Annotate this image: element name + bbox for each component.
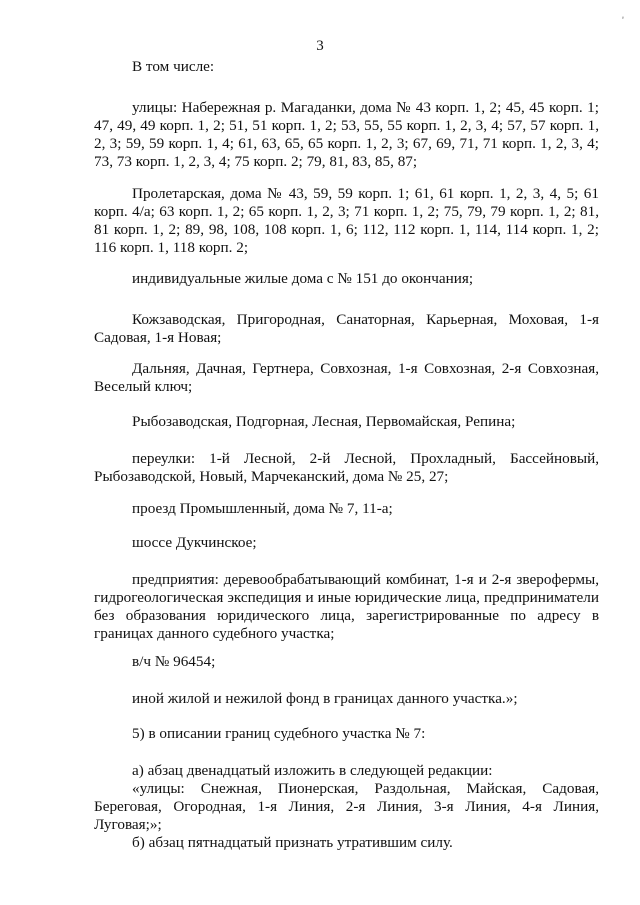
paragraph-text: Рыбозаводская, Подгорная, Лесная, Первомайская, Репина; [132,413,516,430]
paragraph-item-5 [94,725,599,743]
paragraph-streets-group-2 [94,360,599,396]
paragraph-text: Кожзаводская, Пригородная, Санаторная, Карьерная, Моховая, 1-я Садовая, 1-я Новая; [94,311,599,346]
paragraph-text: б) абзац пятнадцатый признать утратившим силу. [132,834,453,851]
paragraph-text: В том числе: [132,58,215,75]
paragraph-text: иной жилой и нежилой фонд в границах данного участка.»; [132,690,518,707]
paragraph-subitem-b [94,834,599,852]
paragraph-text: а) абзац двенадцатый изложить в следующей редакции: [132,762,493,779]
paragraph-proletarskaya [94,185,599,257]
paragraph-individual-houses [94,270,599,288]
paragraph-subitem-a [94,762,599,834]
paragraph-text: 5) в описании границ судебного участка № 7: [132,725,426,742]
paragraph-text: улицы: Набережная р. Магаданки, дома № 43 корп. 1, 2; 45, 45 корп. 1; 47, 49, 49 корп. 1, 2; 51, 51 корп. 1, 2; 53, 55, 55 корп. 1, 2, 3, 4; 57, 57 корп. 1, 2, 3; 59, 59 корп. 1, 4; 61, 63, 65, 65 корп. 1, 2, 3; 67, 69, 71, 71 корп. 1, 2, 3, 4; 73, 73 корп. 1, 2, 3, 4; 75 корп. 2; 79, 81, 83, 85, 87; [94,99,599,170]
scan-corner-mark: ᵉ [621,14,624,23]
paragraph-text: переулки: 1-й Лесной, 2-й Лесной, Прохладный, Бассейновый, Рыбозаводской, Новый, Марчеканский, дома № 25, 27; [94,450,599,485]
paragraph-streets-naberezhnaya [94,99,599,171]
paragraph-text: в/ч № 96454; [132,653,216,670]
paragraph-text: индивидуальные жилые дома с № 151 до окончания; [132,270,474,287]
paragraph-military-unit [94,653,599,671]
paragraph-lanes [94,450,599,486]
page-number: 3 [316,38,324,54]
paragraph-proezd [94,500,599,518]
paragraph-including [94,58,599,76]
paragraph-other-housing [94,690,599,708]
paragraph-text-quote: «улицы: Снежная, Пионерская, Раздольная, Майская, Садовая, Береговая, Огородная, 1-я Линия, 2-я Линия, 3-я Линия, 4-я Линия, Луговая;»; [94,780,599,833]
paragraph-shosse [94,534,599,552]
paragraph-text: шоссе Дукчинское; [132,534,257,551]
paragraph-text: предприятия: деревообрабатывающий комбинат, 1-я и 2-я зверофермы, гидрогеологическая экспедиция и иные юридические лица, предприниматели без образования юридического лица, зарегистрированные по адресу в границах данного судебного участка; [94,571,599,642]
paragraph-text: Пролетарская, дома № 43, 59, 59 корп. 1; 61, 61 корп. 1, 2, 3, 4, 5; 61 корп. 4/а; 63 корп. 1, 2; 65 корп. 1, 2, 3; 71 корп. 1, 2; 75, 79, 79 корп. 1, 2; 81, 81 корп. 1, 2; 89, 98, 108, 108 корп. 1, 6; 112, 112 корп. 1, 114, 114 корп. 1, 2; 116 корп. 1, 118 корп. 2; [94,185,599,256]
paragraph-text: Дальняя, Дачная, Гертнера, Совхозная, 1-я Совхозная, 2-я Совхозная, Веселый ключ; [94,360,599,395]
paragraph-enterprises [94,571,599,643]
paragraph-streets-group-1 [94,311,599,347]
paragraph-text: проезд Промышленный, дома № 7, 11-а; [132,500,393,517]
paragraph-streets-group-3 [94,413,599,431]
